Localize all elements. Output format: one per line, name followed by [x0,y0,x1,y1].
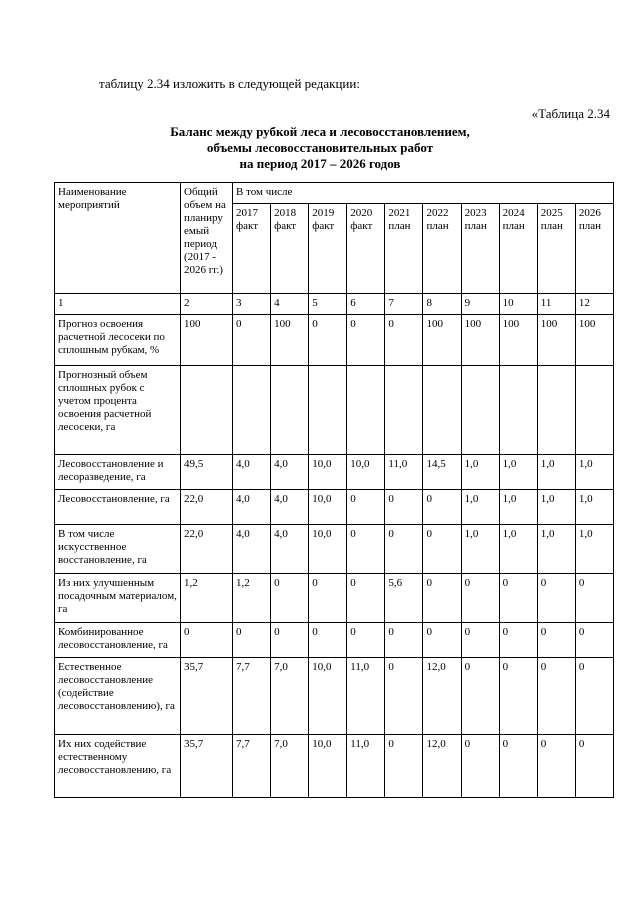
value-cell: 10,0 [347,455,385,490]
year-kind: факт [274,220,297,232]
value-cell: 22,0 [181,525,233,574]
value-cell: 0 [385,525,423,574]
value-cell: 0 [499,623,537,658]
value-cell: 1,0 [461,490,499,525]
row-name-cell: Прогнозный объем сплошных рубок с учетом процента освоения расчетной лесосеки, га [55,366,181,455]
title-line: Баланс между рубкой леса и лесовосстановлением, [170,124,470,139]
value-cell: 1,2 [233,574,271,623]
value-cell [309,366,347,455]
table-row [55,315,614,366]
value-cell: 0 [461,658,499,735]
value-cell: 100 [461,315,499,366]
value-cell: 1,0 [461,525,499,574]
value-cell [181,366,233,455]
value-cell [461,366,499,455]
year-header-cell [499,204,537,294]
year-kind: факт [312,220,335,232]
year-kind: план [464,220,487,232]
value-cell: 1,0 [499,490,537,525]
column-number-cell: 6 [347,294,385,315]
value-cell [233,366,271,455]
value-cell: 0 [575,574,613,623]
row-name-cell: Естественное лесовосстановление (содействие лесовосстановлению), га [55,658,181,735]
value-cell: 0 [423,525,461,574]
value-cell: 0 [537,735,575,798]
year-kind: факт [236,220,259,232]
value-cell: 0 [461,574,499,623]
table-reference: «Таблица 2.34 [531,106,610,121]
value-cell: 49,5 [181,455,233,490]
header-name-cell: Наименование мероприятий [55,183,181,294]
value-cell: 1,0 [499,455,537,490]
value-cell: 1,0 [461,455,499,490]
value-cell: 0 [271,623,309,658]
table-row [55,735,614,798]
year-label: 2025 [540,207,563,219]
value-cell: 1,0 [499,525,537,574]
value-cell: 12,0 [423,658,461,735]
value-cell: 0 [385,623,423,658]
year-label: 2026 [578,207,601,219]
table-row [55,574,614,623]
year-label: 2019 [312,207,335,219]
year-header-cell [233,204,271,294]
value-cell: 0 [537,623,575,658]
value-cell [347,366,385,455]
value-cell: 4,0 [271,490,309,525]
value-cell [575,366,613,455]
value-cell: 100 [423,315,461,366]
value-cell: 0 [575,735,613,798]
column-number-cell: 12 [575,294,613,315]
column-number-cell: 4 [271,294,309,315]
value-cell: 1,0 [537,490,575,525]
value-cell: 0 [385,490,423,525]
column-number-cell: 9 [461,294,499,315]
value-cell: 100 [271,315,309,366]
year-label: 2024 [502,207,525,219]
year-label: 2021 [388,207,411,219]
year-label: 2022 [426,207,449,219]
value-cell: 0 [347,315,385,366]
year-label: 2017 [236,207,258,219]
header-row [55,183,614,204]
value-cell: 1,0 [575,490,613,525]
value-cell: 22,0 [181,490,233,525]
year-header-cell [309,204,347,294]
year-kind: план [388,220,411,232]
value-cell: 0 [347,490,385,525]
value-cell: 4,0 [233,490,271,525]
value-cell: 4,0 [233,525,271,574]
value-cell: 10,0 [309,658,347,735]
value-cell: 7,0 [271,735,309,798]
row-name-cell: В том числе искусственное восстановление, га [55,525,181,574]
year-header-cell [271,204,309,294]
value-cell: 4,0 [271,455,309,490]
value-cell [385,366,423,455]
value-cell: 0 [537,574,575,623]
year-header-cell [423,204,461,294]
row-name-cell: Лесовосстановление, га [55,490,181,525]
column-number-cell: 7 [385,294,423,315]
row-name-cell: Прогноз освоения расчетной лесосеки по сплошным рубкам, % [55,315,181,366]
value-cell: 7,7 [233,735,271,798]
column-number-cell: 5 [309,294,347,315]
value-cell: 0 [309,315,347,366]
row-name-cell: Комбинированное лесовосстановление, га [55,623,181,658]
value-cell: 0 [233,315,271,366]
year-kind: план [540,220,563,232]
year-header-cell [347,204,385,294]
value-cell: 12,0 [423,735,461,798]
value-cell: 11,0 [347,735,385,798]
value-cell: 4,0 [233,455,271,490]
row-name-cell: Их них содействие естественному лесовосстановлению, га [55,735,181,798]
value-cell: 0 [499,658,537,735]
table-row [55,366,614,455]
value-cell [423,366,461,455]
value-cell: 0 [347,525,385,574]
value-cell: 0 [385,735,423,798]
value-cell: 10,0 [309,490,347,525]
value-cell: 0 [423,623,461,658]
year-header-cell [537,204,575,294]
header-total-cell: Общий объем на планиру емый период (2017 - 2026 гг.) [181,183,233,294]
value-cell: 1,0 [575,455,613,490]
value-cell: 0 [385,658,423,735]
title-line: объемы лесовосстановительных работ [206,140,434,155]
year-label: 2018 [274,207,297,219]
column-number-cell: 8 [423,294,461,315]
value-cell: 1,0 [537,525,575,574]
value-cell: 0 [461,735,499,798]
year-label: 2020 [350,207,373,219]
value-cell: 4,0 [271,525,309,574]
column-number-cell: 2 [181,294,233,315]
value-cell: 10,0 [309,735,347,798]
value-cell: 100 [575,315,613,366]
value-cell: 1,0 [575,525,613,574]
table-title [0,124,640,172]
value-cell: 7,0 [271,658,309,735]
value-cell: 0 [233,623,271,658]
title-line: на период 2017 – 2026 годов [239,156,401,171]
table-row [55,490,614,525]
value-cell: 0 [423,490,461,525]
value-cell: 0 [575,658,613,735]
value-cell: 11,0 [385,455,423,490]
value-cell: 7,7 [233,658,271,735]
value-cell: 0 [423,574,461,623]
year-header-cell [575,204,613,294]
year-header-cell [385,204,423,294]
intro-text: таблицу 2.34 изложить в следующей редакции: [99,76,360,91]
value-cell: 0 [181,623,233,658]
value-cell [499,366,537,455]
year-kind: факт [350,220,373,232]
column-number-cell: 11 [537,294,575,315]
year-kind: план [426,220,449,232]
value-cell [537,366,575,455]
table-row [55,455,614,490]
value-cell: 0 [537,658,575,735]
value-cell: 100 [181,315,233,366]
value-cell: 0 [347,574,385,623]
value-cell: 0 [347,623,385,658]
value-cell [271,366,309,455]
value-cell: 14,5 [423,455,461,490]
column-numbers-row [55,294,614,315]
value-cell: 0 [499,574,537,623]
value-cell: 100 [537,315,575,366]
value-cell: 0 [385,315,423,366]
row-name-cell: Из них улучшенным посадочным материалом, га [55,574,181,623]
balance-table [54,182,614,798]
header-incl-cell: В том числе [233,183,614,204]
value-cell: 100 [499,315,537,366]
value-cell: 0 [499,735,537,798]
year-header-cell [461,204,499,294]
value-cell: 1,0 [537,455,575,490]
column-number-cell: 1 [55,294,181,315]
table-row [55,658,614,735]
value-cell: 11,0 [347,658,385,735]
value-cell: 0 [461,623,499,658]
value-cell: 0 [575,623,613,658]
value-cell: 0 [309,574,347,623]
value-cell: 0 [309,623,347,658]
year-kind: план [578,220,601,232]
table-row [55,525,614,574]
column-number-cell: 10 [499,294,537,315]
value-cell: 5,6 [385,574,423,623]
value-cell: 10,0 [309,455,347,490]
value-cell: 35,7 [181,735,233,798]
year-kind: план [502,220,525,232]
year-label: 2023 [464,207,487,219]
value-cell: 1,2 [181,574,233,623]
row-name-cell: Лесовосстановление и лесоразведение, га [55,455,181,490]
table-row [55,623,614,658]
value-cell: 35,7 [181,658,233,735]
value-cell: 10,0 [309,525,347,574]
value-cell: 0 [271,574,309,623]
column-number-cell: 3 [233,294,271,315]
